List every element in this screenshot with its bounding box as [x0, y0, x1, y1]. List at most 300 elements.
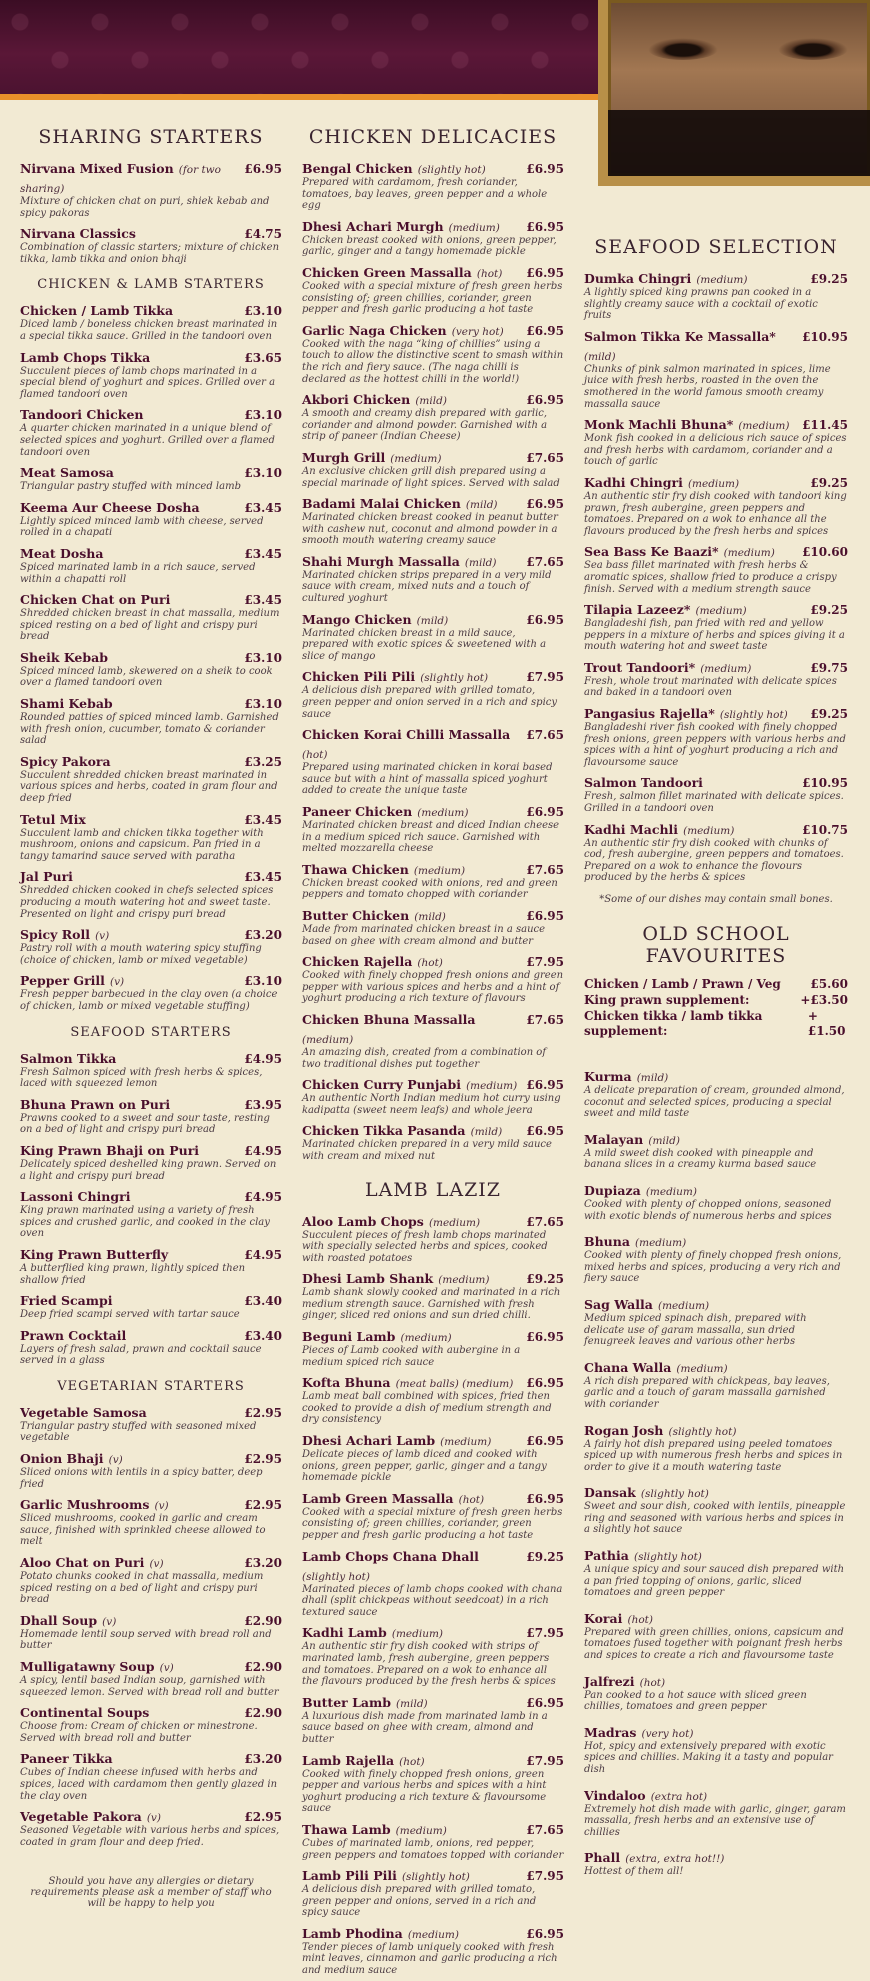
item-title: [584, 1608, 653, 1627]
menu-item: [20, 866, 282, 920]
old-school-list: [584, 1066, 848, 1878]
item-spice-tag: (v): [95, 930, 110, 943]
item-title: [20, 589, 170, 608]
item-name: Bhuna: [584, 1234, 630, 1250]
item-name: Garlic Mushrooms: [20, 1497, 150, 1513]
item-spice-tag: (medium): [657, 1299, 710, 1312]
menu-item: [302, 1430, 564, 1484]
section-title: SHARING STARTERS: [38, 126, 264, 148]
item-header: [584, 1180, 848, 1199]
item-name: Mango Chicken: [302, 611, 412, 627]
menu-item: [584, 703, 848, 768]
item-title: [584, 414, 790, 433]
item-price: £4.95: [244, 1247, 282, 1262]
item-price: £3.10: [244, 304, 282, 319]
item-title: [584, 1231, 686, 1250]
item-header: [302, 951, 564, 970]
item-title: [302, 1430, 491, 1449]
item-header: [20, 223, 282, 242]
item-name: Bengal Chicken: [302, 161, 413, 176]
item-header: [20, 1048, 282, 1067]
item-price: £6.95: [526, 1491, 564, 1506]
item-spice-tag: (slightly hot): [417, 164, 486, 176]
item-title: [20, 223, 136, 242]
item-price: £7.95: [526, 1869, 564, 1884]
item-name: Pathia: [584, 1548, 629, 1564]
section-title: CHICKEN DELICACIES: [308, 126, 558, 148]
item-name: Chicken Pili Pili: [302, 669, 416, 685]
item-description: Extremely hot dish made with garlic, ginger, garam massalla, fresh herbs and an extensive use of chillies: [584, 1803, 846, 1838]
item-spice-tag: (v): [108, 1454, 123, 1467]
menu-item: [584, 1722, 848, 1776]
item-price: £3.20: [244, 928, 282, 943]
item-price: £4.95: [244, 1143, 282, 1158]
item-name: Salmon Tandoori: [584, 775, 703, 791]
item-title: [20, 462, 114, 481]
item-title: [302, 1120, 502, 1139]
item-header: [20, 647, 282, 666]
item-price: £2.90: [244, 1613, 282, 1628]
item-name: Lamb Pili Pili: [302, 1868, 397, 1884]
item-description: Cooked with plenty of finely chopped fresh onions, mixed herbs and spices, producing a very rich and fiery sauce: [584, 1250, 842, 1285]
item-title: [20, 300, 173, 319]
menu-item: [20, 970, 282, 1012]
item-description: Homemade lentil soup served with bread roll and butter: [20, 1628, 272, 1652]
menu-item: [302, 1211, 564, 1265]
supplement-row: [584, 993, 848, 1008]
item-description: Sliced mushrooms, cooked in garlic and cream sauce, finished with sprinkled cheese allowed to melt: [20, 1513, 266, 1548]
item-spice-tag: (medium): [723, 547, 775, 560]
item-price: £10.75: [802, 822, 848, 837]
menu-item: [302, 1692, 564, 1746]
item-description: Diced lamb / boneless chicken breast marinated in a special tikka sauce. Grilled in the tandoori oven: [20, 319, 278, 342]
item-price: £6.95: [526, 612, 564, 627]
item-title: [20, 158, 244, 196]
menu-item: [20, 1448, 282, 1490]
item-name: Rogan Josh: [584, 1422, 664, 1438]
item-spice-tag: (mild): [584, 350, 616, 363]
eye-left: [648, 38, 718, 60]
item-title: [302, 493, 498, 512]
item-title: [20, 1448, 123, 1467]
item-spice-tag: (hot): [476, 267, 503, 280]
item-title: [302, 320, 504, 339]
item-title: [302, 262, 502, 281]
item-title: [20, 693, 113, 712]
item-name: Bhuna Prawn on Puri: [20, 1096, 171, 1112]
item-name: Meat Dosha: [20, 545, 104, 561]
item-description: A luxurious dish made from marinated lamb in a sauce based on ghee with cream, almond and butter: [302, 1710, 548, 1745]
item-spice-tag: (v): [102, 1615, 117, 1628]
item-name: Sea Bass Ke Baazi*: [584, 544, 719, 560]
item-name: Korai: [584, 1610, 623, 1626]
item-description: A spicy, lentil based Indian soup, garnished with squeezed lemon. Served with bread roll and butter: [20, 1675, 279, 1698]
menu-item: [20, 1610, 282, 1652]
item-header: [20, 404, 282, 423]
vegetarian-starters-list: [20, 1402, 282, 1848]
item-spice-tag: (medium): [448, 221, 500, 234]
item-title: [20, 347, 150, 366]
item-name: Lassoni Chingri: [20, 1189, 131, 1205]
item-spice-tag: (v): [146, 1812, 161, 1825]
item-description: Fresh Salmon spiced with fresh herbs & spices, laced with squeezed lemon: [20, 1066, 263, 1090]
item-title: [302, 1622, 443, 1641]
menu-item: [302, 905, 564, 947]
item-description: A mild sweet dish cooked with pineapple and banana slices in a creamy kurma based sauce: [584, 1147, 817, 1171]
item-header: [20, 1610, 282, 1629]
item-description: An authentic stir fry dish cooked with strips of marinated lamb, fresh aubergine, green peppers and tomatoes. Prepared on a wok to enhance all the flavours produced by the fresh herbs & spices: [302, 1641, 556, 1688]
item-title: [302, 1819, 447, 1838]
item-title: [302, 666, 488, 685]
item-name: Jalfrezi: [584, 1673, 635, 1689]
item-header: [584, 1357, 848, 1376]
menu-item: [584, 1294, 848, 1348]
item-header: [20, 300, 282, 319]
item-price: £7.65: [526, 1822, 564, 1837]
menu-item: [302, 1546, 564, 1619]
item-description: Marinated chicken breast cooked in peanut butter with cashew nut, coconut and almond powder in a smooth mouth watering creamy sauce: [302, 512, 558, 547]
item-name: Kurma: [584, 1069, 632, 1084]
item-price: £6.95: [526, 323, 564, 338]
item-price: £10.60: [802, 545, 848, 560]
item-price: £6.95: [526, 1376, 564, 1391]
item-price: £6.95: [526, 908, 564, 923]
menu-item: [20, 751, 282, 805]
item-description: Shredded chicken breast in chat massalla, medium spiced resting on a bed of light and crispy puri bread: [20, 608, 280, 643]
bones-note: *Some of our dishes may contain small bones.: [599, 894, 833, 905]
item-price: £11.45: [802, 418, 848, 433]
item-header: [302, 551, 564, 570]
item-header: [584, 1066, 848, 1085]
item-price: £6.95: [526, 805, 564, 819]
item-name: Kadhi Chingri: [584, 474, 683, 490]
item-header: [20, 1806, 282, 1825]
item-name: Tilapia Lazeez*: [584, 602, 691, 618]
item-name: Chicken Green Massalla: [302, 264, 472, 280]
item-name: Phall: [584, 1850, 621, 1866]
menu-item: [20, 647, 282, 689]
item-title: [584, 472, 739, 491]
item-title: [20, 809, 86, 828]
item-description: A unique spicy and sour sauced dish prepared with a pan fried topping of onions, garlic, sliced tomatoes and green pepper: [584, 1564, 845, 1599]
item-spice-tag: (hot): [302, 749, 328, 762]
item-header: [584, 819, 848, 838]
menu-item: [302, 493, 564, 547]
item-description: Spiced minced lamb, skewered on a sheik to cook over a flamed tandoori oven: [20, 665, 273, 689]
item-name: Madras: [584, 1724, 637, 1740]
item-price: £9.75: [810, 660, 848, 675]
item-title: [20, 1702, 149, 1721]
menu-item: [302, 320, 564, 385]
item-description: Hottest of them all!: [584, 1866, 684, 1878]
item-name: Keema Aur Cheese Dosha: [20, 499, 200, 515]
item-price: £3.45: [244, 870, 282, 885]
item-header: [302, 493, 564, 512]
item-description: A delicious dish prepared with grilled tomato, green pepper and onion served in a rich and spicy sauce: [302, 685, 558, 720]
item-title: [302, 1326, 452, 1345]
item-header: [20, 1748, 282, 1767]
item-spice-tag: (medium): [390, 452, 442, 465]
item-name: Lamb Green Massalla: [302, 1490, 454, 1506]
item-description: Marinated chicken strips prepared in a very mild sauce with cream, mixed nuts and a touch of cultured yoghurt: [302, 569, 552, 605]
item-price: £7.65: [526, 728, 564, 743]
item-title: [302, 1009, 526, 1047]
menu-item: [20, 158, 282, 219]
item-header: [20, 1448, 282, 1467]
item-title: [20, 1806, 161, 1825]
item-name: Kofta Bhuna: [302, 1375, 391, 1391]
item-spice-tag: (medium): [687, 477, 740, 490]
column-right: [584, 228, 848, 1887]
menu-item: [20, 1290, 282, 1321]
item-title: [584, 541, 775, 560]
item-price: £2.90: [244, 1660, 282, 1674]
item-title: [302, 1268, 489, 1287]
item-description: An authentic North Indian medium hot curry using kadipatta (sweet neem leafs) and whole jeera: [302, 1093, 561, 1116]
item-price: £4.95: [244, 1190, 282, 1205]
item-price: £7.95: [526, 670, 564, 685]
item-price: £7.95: [526, 1753, 564, 1768]
item-price: £6.95: [526, 162, 564, 176]
item-spice-tag: (mild): [396, 1697, 428, 1710]
item-header: [20, 158, 282, 196]
item-description: Pastry roll with a mouth watering spicy stuffing (choice of chicken, lamb or mixed vegetable): [20, 943, 262, 966]
item-header: [20, 347, 282, 366]
item-description: Sweet and sour dish, cooked with lentils, pineapple ring and seasoned with various herbs and spices in a slightly hot sauce: [584, 1501, 846, 1536]
item-price: £7.65: [526, 862, 564, 877]
item-description: Chunks of pink salmon marinated in spices, lime juice with fresh herbs, roasted in the oven the smothered in the world famous smooth creamy massalla sauce: [584, 363, 831, 410]
item-name: Kadhi Lamb: [302, 1625, 387, 1641]
item-price: £6.95: [526, 265, 564, 280]
menu-item: [302, 262, 564, 316]
item-header: [302, 905, 564, 924]
item-header: [20, 1656, 282, 1675]
item-price: £2.95: [244, 1810, 282, 1825]
item-price: £3.65: [244, 350, 282, 365]
menu-item: [20, 1048, 282, 1090]
item-spice-tag: (v): [159, 1662, 174, 1674]
menu-item: [20, 1402, 282, 1444]
item-price: £3.40: [244, 1328, 282, 1343]
item-title: [20, 1325, 126, 1344]
item-name: Chicken Chat on Puri: [20, 592, 171, 608]
item-title: [20, 1656, 174, 1675]
item-title: [584, 268, 747, 287]
item-name: Mulligatawny Soup: [20, 1659, 155, 1674]
item-header: [302, 1372, 564, 1391]
item-spice-tag: (medium): [413, 864, 466, 877]
item-price: £9.25: [526, 1549, 564, 1564]
item-header: [584, 772, 848, 791]
item-name: Lamb Rajella: [302, 1752, 395, 1768]
item-price: £9.25: [810, 475, 848, 490]
item-description: Succulent pieces of lamb chops marinated in a special blend of yoghurt and spices. Grilled over a flamed tandoori oven: [20, 365, 276, 400]
item-title: [20, 404, 144, 423]
item-description: Marinated chicken breast in a mild sauce, prepared with exotic spices & sweetened with a slice of mango: [302, 627, 547, 662]
item-description: Lamb shank slowly cooked and marinated in a rich medium strength sauce. Garnished with fresh ginger, sliced red onions and sun dried chilli.: [302, 1287, 561, 1322]
item-header: [584, 599, 848, 618]
item-header: [302, 1120, 564, 1139]
item-title: [302, 1750, 425, 1769]
item-header: [302, 1211, 564, 1230]
item-title: [20, 1290, 113, 1309]
item-title: [20, 647, 108, 666]
item-title: [302, 859, 465, 878]
menu-item: [584, 326, 848, 410]
menu-item: [20, 300, 282, 342]
item-header: [302, 1819, 564, 1838]
item-description: Layers of fresh salad, prawn and cocktail sauce served in a glass: [20, 1343, 262, 1367]
item-name: Jal Puri: [20, 869, 73, 885]
item-name: Chana Walla: [584, 1359, 672, 1375]
item-header: [584, 1294, 848, 1313]
veil: [608, 110, 870, 180]
item-title: [584, 1671, 665, 1690]
item-description: Cubes of Indian cheese infused with herbs and spices, laced with cardamom then gently glazed in the clay oven: [20, 1767, 278, 1802]
item-header: [20, 1140, 282, 1159]
item-header: [20, 1094, 282, 1113]
item-price: £4.95: [244, 1051, 282, 1066]
item-description: Seasoned Vegetable with various herbs and spices, coated in gram flour and deep fried.: [20, 1825, 280, 1848]
item-header: [302, 724, 564, 762]
item-name: Shami Kebab: [20, 696, 113, 712]
item-price: £3.45: [244, 593, 282, 608]
menu-item: [20, 462, 282, 493]
item-spice-tag: (medium): [696, 274, 748, 286]
item-spice-tag: (extra hot): [650, 1790, 708, 1803]
item-description: Deep fried scampi served with tartar sauce: [20, 1309, 240, 1321]
lamb-laziz-list: [302, 1211, 564, 1977]
item-name: Salmon Tikka Ke Massalla*: [584, 328, 776, 344]
item-title: [584, 703, 788, 722]
item-price: £6.95: [244, 162, 282, 176]
item-title: [584, 657, 751, 676]
item-name: Dhesi Achari Lamb: [302, 1433, 436, 1449]
menu-item: [20, 589, 282, 643]
item-title: [302, 389, 447, 408]
item-price: £6.95: [526, 1434, 564, 1449]
item-header: [584, 1785, 848, 1804]
item-spice-tag: (extra, extra hot!!): [625, 1853, 725, 1866]
item-title: [302, 724, 526, 762]
eye-right: [778, 38, 848, 60]
item-spice-tag: (medium): [466, 1080, 518, 1093]
item-description: Lightly spiced minced lamb with cheese, served rolled in a chapati: [20, 515, 264, 539]
item-spice-tag: (mild): [464, 556, 497, 569]
item-title: [20, 1494, 169, 1513]
supplement-label: King prawn supplement:: [584, 993, 750, 1007]
item-price: £3.10: [244, 697, 282, 712]
item-title: [302, 905, 446, 924]
item-header: [20, 1244, 282, 1263]
item-description: Cooked with a special mixture of fresh green herbs consisting of; green chillies, coriander, green pepper and fresh garlic producing a hot taste: [302, 1506, 563, 1541]
item-name: Spicy Roll: [20, 927, 90, 943]
item-name: Pangasius Rajella*: [584, 706, 715, 722]
item-description: Tender pieces of lamb uniquely cooked with fresh mint leaves, cinnamon and garlic producing a rich and medium sauce: [302, 1941, 558, 1977]
item-name: Dumka Chingri: [584, 271, 692, 286]
item-spice-tag: (medium): [738, 420, 790, 433]
menu-item: [584, 541, 848, 595]
menu-item: [302, 609, 564, 663]
item-name: Nirvana Classics: [20, 226, 136, 242]
item-name: Chicken Tikka Pasanda: [302, 1123, 466, 1139]
item-description: A lightly spiced king prawns pan cooked in a slightly creamy sauce with a cocktail of exotic fruits: [584, 287, 818, 322]
item-header: [302, 1268, 564, 1287]
item-name: Tandoori Chicken: [20, 407, 144, 423]
item-name: Spicy Pakora: [20, 753, 111, 769]
menu-item: [20, 1806, 282, 1848]
item-header: [584, 326, 848, 364]
item-name: Sag Walla: [584, 1296, 653, 1312]
item-title: [302, 1372, 513, 1391]
item-price: £9.25: [526, 1272, 564, 1287]
item-description: A delicious dish prepared with grilled tomato, green pepper and onions, served in a rich and spicy sauce: [302, 1884, 537, 1919]
item-spice-tag: (for two sharing): [20, 164, 221, 195]
framed-photo: [598, 0, 870, 186]
item-spice-tag: (mild): [465, 499, 498, 512]
item-title: [20, 1748, 113, 1767]
item-header: [302, 859, 564, 878]
item-name: Malayan: [584, 1131, 644, 1147]
supplement-price: +£1.50: [807, 1009, 846, 1038]
item-price: £6.95: [526, 1926, 564, 1941]
item-header: [302, 1430, 564, 1449]
item-price: £3.40: [244, 1294, 282, 1309]
menu-item: [20, 1325, 282, 1367]
menu-item: [20, 1656, 282, 1698]
item-price: £3.20: [244, 1556, 282, 1571]
item-name: Fried Scampi: [20, 1293, 113, 1309]
item-price: £7.65: [526, 1214, 564, 1229]
item-title: [20, 497, 200, 516]
item-title: [584, 819, 734, 838]
item-description: A quarter chicken marinated in a unique blend of selected spices and yoghurt. Grilled over a flamed tandoori oven: [20, 423, 275, 458]
menu-item: [20, 809, 282, 863]
item-name: King Prawn Bhaji on Puri: [20, 1142, 200, 1158]
item-header: [302, 1326, 564, 1345]
item-title: [20, 1186, 130, 1205]
item-spice-tag: (medium): [695, 605, 747, 618]
item-spice-tag: (medium): [700, 662, 752, 675]
item-spice-tag: (medium): [676, 1362, 728, 1375]
menu-item: [584, 1357, 848, 1411]
item-header: [584, 414, 848, 433]
item-spice-tag: (medium): [417, 807, 469, 819]
item-spice-tag: (slightly hot): [668, 1425, 737, 1438]
item-spice-tag: (medium): [400, 1332, 452, 1345]
item-spice-tag: (medium): [645, 1185, 697, 1198]
item-header: [20, 1552, 282, 1571]
item-description: Succulent lamb and chicken tikka together with mushroom, onions and capsicum. Pan fried in a tangy tamarind sauce served with paratha: [20, 827, 264, 862]
item-description: An authentic stir fry dish cooked with chunks of cod, fresh aubergine, green peppers and tomatoes. Prepared on a wok to enhance the flovours produced by the herbs & spices: [584, 837, 844, 884]
item-header: [302, 320, 564, 339]
item-title: [584, 1785, 707, 1804]
item-title: [302, 1546, 526, 1584]
item-spice-tag: (mild): [636, 1072, 669, 1084]
item-description: A butterflied king prawn, lightly spiced then shallow fried: [20, 1262, 246, 1286]
item-description: Medium spiced spinach dish, prepared with delicate use of garam massalla, sun dried fenugreek leaves and various other herbs: [584, 1312, 807, 1348]
item-price: £7.65: [526, 554, 564, 569]
item-description: Bangladeshi river fish cooked with finely chopped fresh onions, green peppers with various herbs and spices with a hint of yoghurt producing a rich and flavoursome sauce: [584, 722, 846, 768]
item-name: Lamb Phodina: [302, 1925, 403, 1941]
item-name: Butter Lamb: [302, 1694, 391, 1710]
item-name: Nirvana Mixed Fusion: [20, 161, 174, 176]
menu-item: [584, 1231, 848, 1285]
item-name: Akbori Chicken: [302, 392, 411, 408]
menu-item: [584, 1847, 848, 1878]
item-header: [20, 866, 282, 885]
item-title: [584, 1294, 709, 1313]
